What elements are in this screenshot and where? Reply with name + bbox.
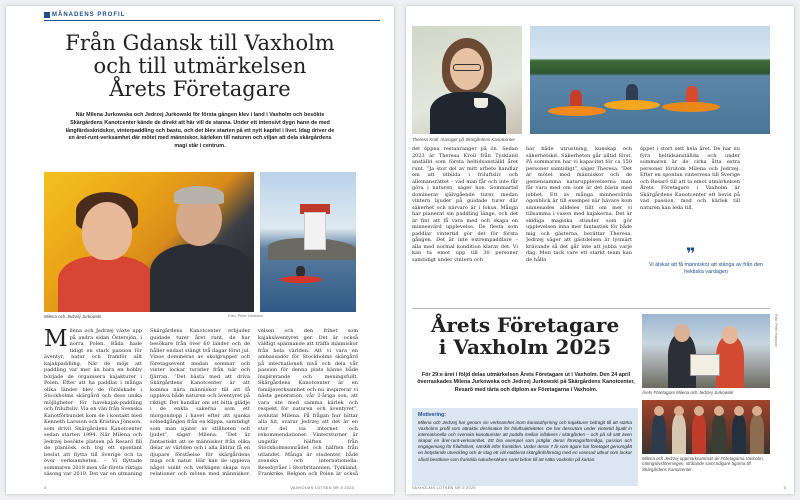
body-text: velsen och den frihet som kajaksäventyret ger. Det är också väldigt spännande att träffa människor från hela världen. Att vi vara en ambassadör för Stockholms skärgård på internationell nivå och dela vår passion för denna plats känns både inspirerande och meningsfullt. Skärgårdens Kanotcenter är en familjeverksamhet och nu inspirerar vi nästa generation, vår 2-åriga son, att vara ute med samma kärlek och respekt för naturen och äventyret”, avslutar Milena. På frågan hur hittar alla hit, svarar Jedrzej att det är en stor del via internet och rekommendationer. Vintersturner är ungefär hälften från Stockholmsområdet och hälften från utlandet. Många är studenter, både svenska och internationella. Resebyråer i Storbritannien, Tyskland, Frankrike, Belgien och Polen är också — [258, 328, 358, 477]
body-text: öppet i stort sett hela året. De har nu fyra heltidsanställda och under sommaren är de cirka åtta extra personer förutom Milena och Jedrzej. Efter en spontan vinterresa till Sverige och Resarö till att ta emot utmärkelsen Årets Företagare i Vaxholm är Skärgårdens Kanotcenter ett bevis på vad passion, mod och kärlek till naturen kan leda till. — [640, 146, 740, 211]
lighthouse-kayak-photo — [260, 172, 356, 312]
body-text: har både utrustning, kunskap och säkerhetskit. Säkerheten går alltid först. På sommaren har vi kapacitet för ca 150 personer samtidigt”, säger Theresa. ”Det är mötet med människor och de gemensamma naturupplevelserna man får vara med om som är det bästa med jobbet. Ett av många minnesvärda ögonblick är till exempel när hävare kom sinnenades alldeles tillt om mer vi tillsamma i vasen med kajakerna. Det är skidiga magiska stunder som gör upplevelsen inna mer fantastisk för både mig och gästerna, berättar Theresa. Jedrzej säger att gästdelsen är lysmärt krävande så det går inte att jobba varje dag. Men tack vare ett starkt team kan de hålla — [526, 146, 632, 263]
section-marker-icon — [44, 12, 50, 18]
page-number: 4 — [44, 486, 47, 490]
body-column-1 — [412, 146, 518, 304]
award-photo — [642, 314, 770, 388]
photo-caption: Milena och Jedrzej uppmärksammas av Företagarna Vaxholm, näringslivsföreningen, strålande samt tidigare ägarna till Skärgårdens Kanotcenter. — [642, 456, 764, 472]
body-column-2 — [526, 146, 632, 304]
group-photo — [642, 400, 770, 454]
photo-caption: Årets Företagare Milena och Jedrzej Jurkowski — [642, 390, 734, 395]
article-title — [36, 32, 364, 101]
award-title — [412, 314, 638, 358]
body-text: det öppna restauranger på ön. Sedan 2023 är Theresa Kroll från Tyskland anställd som första heltidsanställd året runt. ”Ja stor del av mitt arbete handlar om att utbilda i friluftsliv och allemansrättet – vad man får och inte får göra i naturen, säger hon. Sommartid dominerar självgående turer, medan vintern bjuder på guidade turer där säkerhet och närvaro är i fokus. Många har planerat sin paddling länge, och det är fint att få vara med och skapa en minnesvärd upplevelse. De flesta som paddlar vintertid gör det för första gången. Det är inte extrempaddlare – alla med normal kondition klarar det. Vi kan ta emot upp till 30 personer samtidigt under vintern och — [412, 146, 518, 263]
body-column-2 — [150, 328, 250, 478]
title-line: Från Gdansk till Vaxholm — [65, 31, 335, 55]
left-page — [6, 6, 394, 494]
photo-caption: Milena och Jedrzej Jurkowski — [44, 314, 102, 319]
motivation-box — [412, 408, 638, 486]
title-line: Årets Företagare — [430, 313, 620, 337]
title-line: i Vaxholm 2025 — [438, 335, 612, 359]
right-page — [406, 6, 794, 494]
section-label: MÅNADENS PROFIL — [52, 12, 126, 18]
couple-photo — [44, 172, 254, 312]
page-number: 5 — [783, 486, 786, 490]
magazine-footer: VAXHOLMS LOTSEN NR 5 2025 — [290, 486, 354, 490]
body-text: Skärgårdens Kanotcenter erbjuder guidade turer året runt, de har besökare från över 60 länder och de håller endast stängt två dagar först jul. Vinos domineras av skolgrupper och företagsevent medan sommar och vinter lockar turister från när och fjärran. ”Det bästa med att driva Skärgårdens Kanotcenter är att komma nära människor till att få uppleva både naturen och äventyret på riktigt. Det handlar om att bitta glädje i de enkla sakerna som ett morgondopp i havet efter att sjunka solnedgången från en klippa, samtidigt som man njuter av stillheten och ljudet”, säger Milena. ”Det är fantastiskt att se människor från olika delar av världen och i alla åldrar få en djupare förståelse för skärgårdens magi och natur. Här kan de uppleva något unikt och verkligen skapa nya relationer och möten med människor. — [150, 328, 250, 477]
section-divider — [412, 308, 770, 309]
quote-icon: ❞ — [686, 244, 696, 263]
motivation-heading: Motivering: — [418, 412, 446, 418]
photo-credit: Foto: Peter Hansson — [228, 314, 263, 318]
body-text: ilena och Jedrzej växte upp på andra sidan Östersjön, i norra Polen. Båda hade tidigt en stark passion för äventyr, natur och framför allt kajakpaddling. När de möjs att paddling var mer än bara en hobby började de organisera kajakturer i Polen. Efter att ha paddlat i många olika länder blev de förälskade i Stockholms skärgård och dess unika möjligheter för havskajak-paddling och friluftsliv. Via en vän från Svenska Kanotförbundet kom de i kontakt med Kenneth Larsson och Kristina Jönsson, som drivit Skärgårdens Kanotcenter sedan starten 1994. När Milena och Jedrzej besökte platsen på Resarö fill de planlösk och tog ett spontant beslut att flytta till Sverige och ta över verksamheten. – Vi flyttade sommaren 2018 men vår första riktiga säsong var 2019. Det var en utmaning — [44, 328, 142, 477]
title-line: och till utmärkelsen — [93, 54, 307, 78]
motivation-text: Milena och Jedrzej har genom sin verksamhet inom kanotuthyrning och kajakturer bidragit till att stärka Vaxholms profil som attraktiv destination för friluftsaktiviteter. De har dessutom under vintertid bjudit in internationella och svenska kanotturister att paddla mellan isflakens i skärgården – och på så sätt även skapat en året-runt-verksamhet. Ett bra exempel som präglar deras företagarförmåga, passion och engagemang för friluftslivet, särskilt inför framtiden. Under deras 7 år som ägare har företaget genomgått en betydande utveckling och är idag ett väl etablerat skärgårdsföretag med en varierad utbud som lockar såväl besökare som framtida naturbesökare samt bidrar till att sätta Vaxholm på kartan. — [418, 420, 632, 462]
magazine-footer: VAXHOLMS LOTSEN NR 5 2025 — [412, 486, 476, 490]
article-lead: När Milena Jurkowska och Jedrzej Jurkowski för första gången klev i land i Vaxholm och besökte Skärgårdens Kanotcenter kände de direkt att här vill de stanna. Under ett intensivt dygn hann de med långfärdsskridskor, vinterpaddling och bastu, och det blev starten på ett nytt kapitel i livet. Idag driver de en året-runt-verksamhet där mötet med människor, kärleken till naturen och viljan att dela skärgårdens magi står i centrum. — [65, 112, 335, 150]
drop-cap: M — [44, 328, 68, 352]
body-column-3 — [640, 146, 740, 242]
photo-caption: Theresa Kroll, manager på Skärgårdens Kanotcenter — [412, 137, 515, 142]
title-line: Årets Företagare — [109, 77, 291, 101]
photo-credit: Foto: Peter Hansson — [774, 314, 778, 347]
pull-quote: Vi älskar att få människor att stänga av från den hektiska vardagen — [648, 262, 764, 276]
kayak-group-photo — [530, 26, 770, 134]
award-lead: För 29:e året i följd delas utmärkelsen Årets Företagare ut i Vaxholm. Den 24 april överraskades Milena Jurkowska och Jedrzej Jurkowski på Skärgårdens Kanotcenter, Resarö med tårta och diplom av Företagarna i Vaxholm. — [417, 372, 635, 393]
body-column-1 — [44, 328, 142, 478]
manager-portrait-photo — [412, 26, 522, 134]
header-rule — [44, 20, 380, 21]
body-column-3 — [258, 328, 358, 478]
